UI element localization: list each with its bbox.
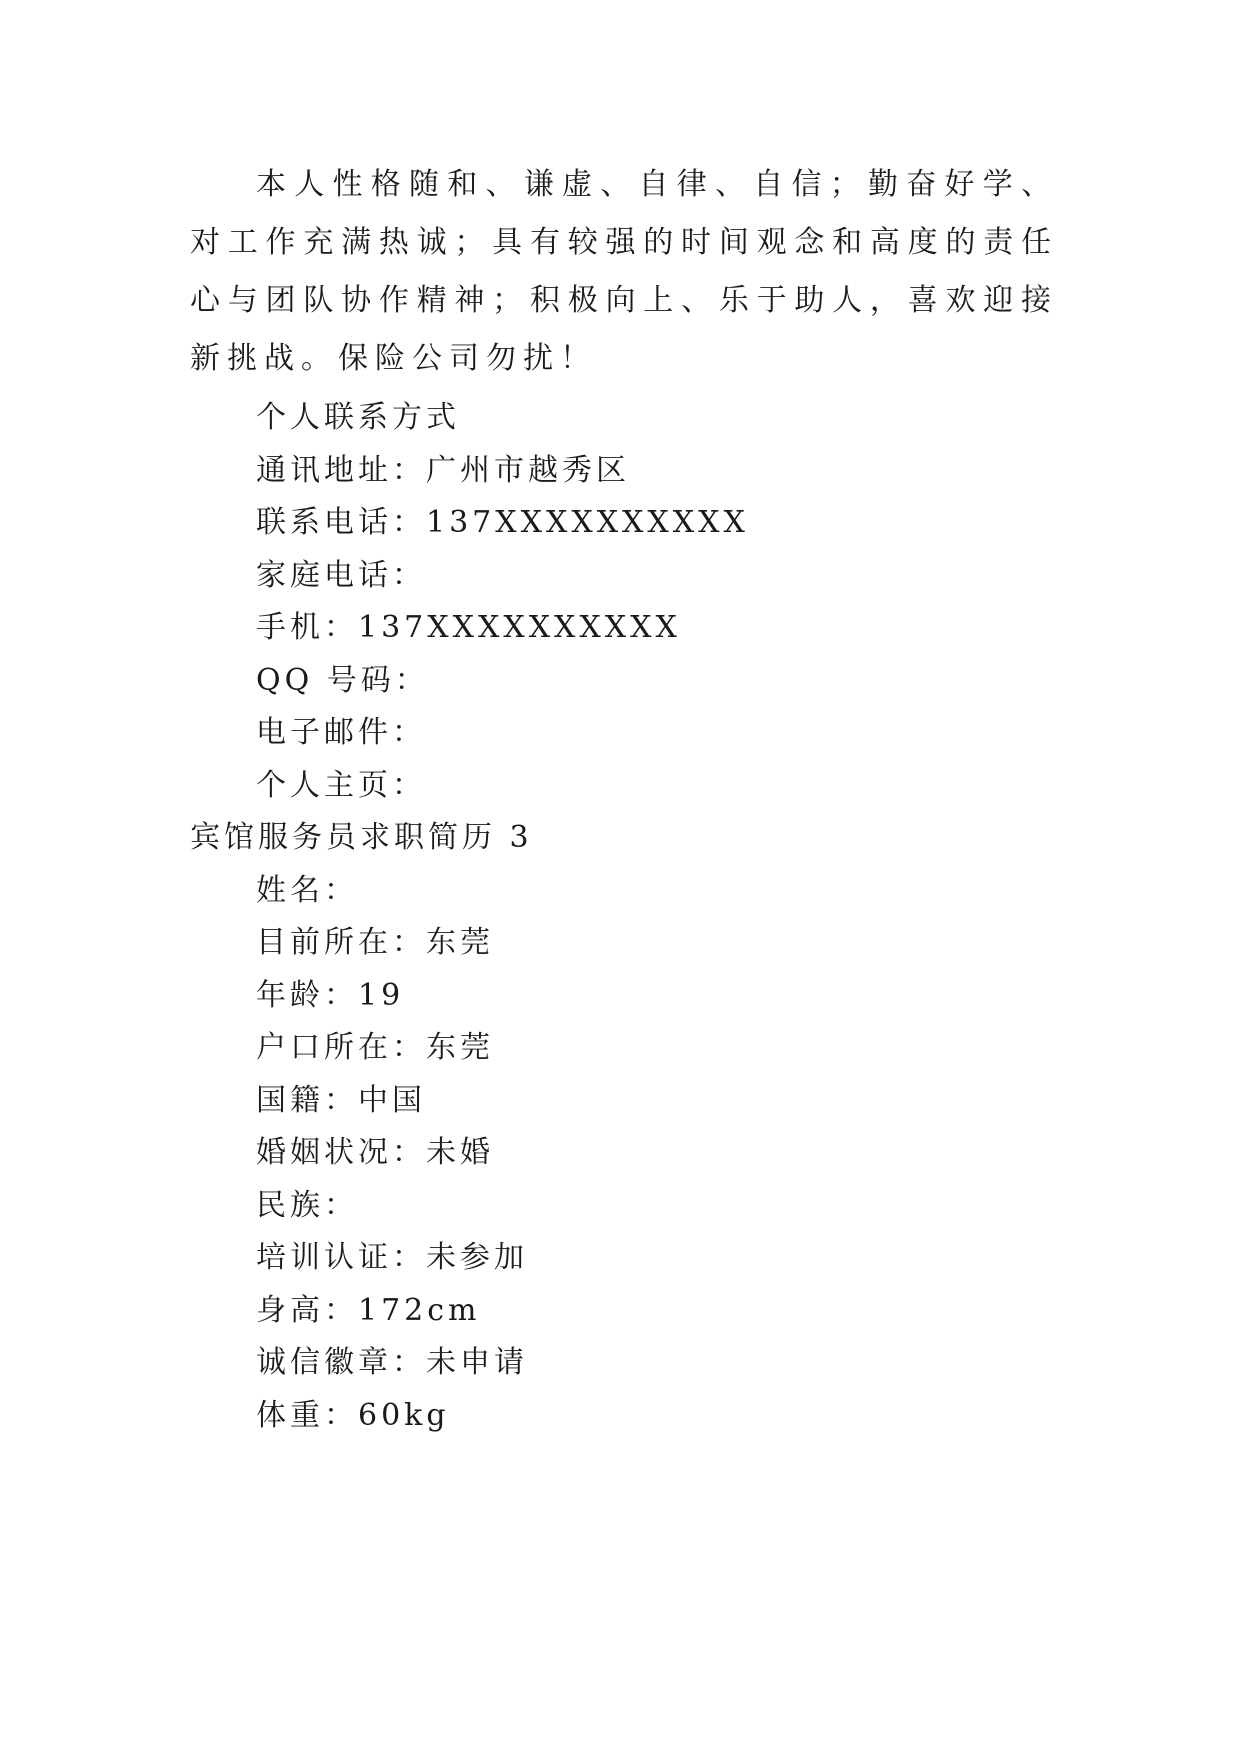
field-hukou: 户口所在：东莞 [256, 1030, 494, 1065]
field-training: 培训认证：未参加 [256, 1240, 528, 1275]
intro-paragraph: 本人性格随和、谦虚、自律、自信；勤奋好学、对工作充满热诚；具有较强的时间观念和高度的责任心与团队协作精神；积极向上、乐于助人，喜欢迎接新挑战。保险公司勿扰！ [190, 167, 1058, 376]
field-ethnicity: 民族： [256, 1188, 358, 1223]
contact-qq: QQ 号码： [256, 663, 429, 698]
contact-address: 通讯地址：广州市越秀区 [256, 453, 630, 488]
contact-phone: 联系电话：137XXXXXXXXXX [256, 505, 749, 540]
resume-title: 宾馆服务员求职简历 3 [190, 820, 533, 855]
contact-email: 电子邮件： [256, 715, 426, 750]
field-nationality: 国籍：中国 [256, 1083, 426, 1118]
field-location: 目前所在：东莞 [256, 925, 494, 960]
contact-home-phone: 家庭电话： [256, 558, 426, 593]
field-name: 姓名： [256, 873, 358, 908]
field-weight: 体重：60kg [256, 1398, 450, 1433]
field-marital: 婚姻状况：未婚 [256, 1135, 494, 1170]
contact-heading: 个人联系方式 [256, 400, 460, 435]
contact-mobile: 手机：137XXXXXXXXXX [256, 610, 681, 645]
field-height: 身高：172cm [256, 1293, 481, 1328]
field-credit-badge: 诚信徽章：未申请 [256, 1345, 528, 1380]
field-age: 年龄：19 [256, 978, 405, 1013]
contact-homepage: 个人主页： [256, 768, 426, 803]
